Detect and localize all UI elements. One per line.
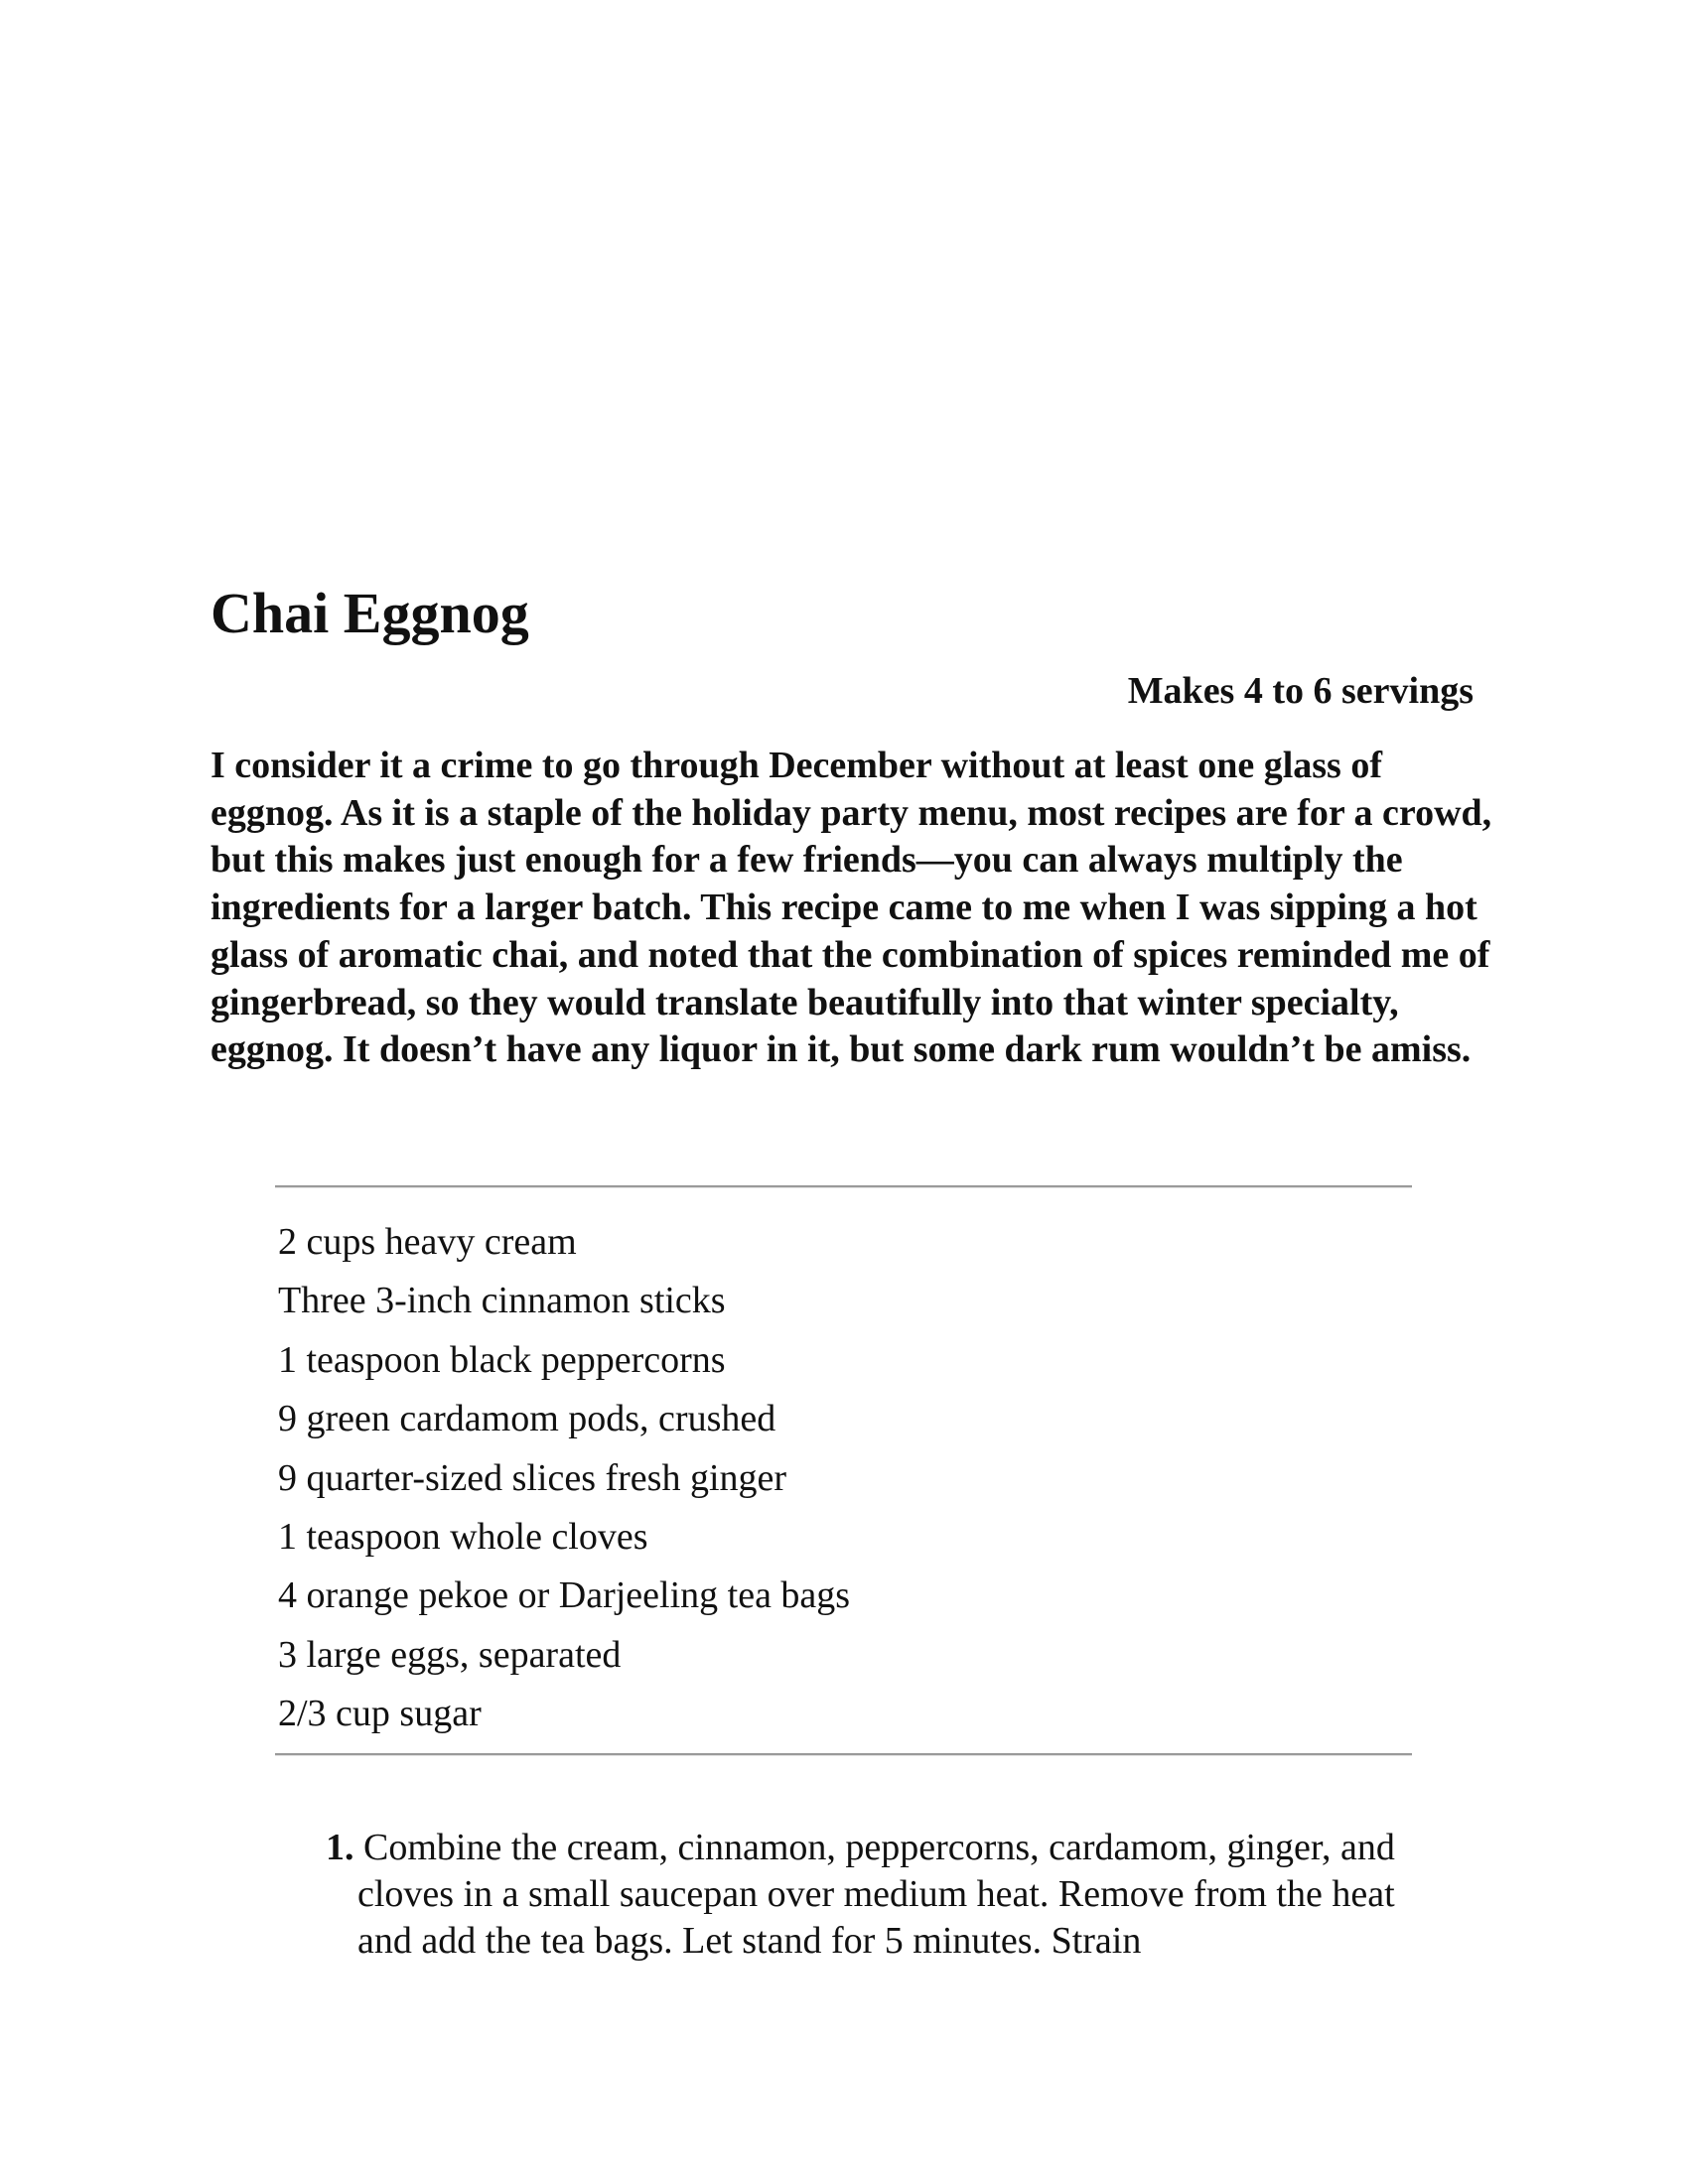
ingredients-top-divider: [275, 1185, 1412, 1188]
ingredient-item: 9 green cardamom pods, crushed: [278, 1398, 776, 1440]
method-step: [326, 1825, 1458, 1965]
ingredient-item: 2/3 cup sugar: [278, 1693, 482, 1735]
ingredient-item: 1 teaspoon whole cloves: [278, 1516, 648, 1559]
servings-yield: Makes 4 to 6 servings: [1127, 670, 1474, 712]
ingredient-item: 1 teaspoon black peppercorns: [278, 1338, 726, 1381]
step-number: 1.: [326, 1827, 354, 1868]
ingredient-item: 2 cups heavy cream: [278, 1221, 577, 1263]
ingredients-bottom-divider: [275, 1753, 1412, 1756]
step-text: Combine the cream, cinnamon, peppercorns, cardamom, ginger, and cloves in a small saucepan over medium heat. Remove from the heat and add the tea bags. Let stand for 5 minutes. Strain: [357, 1827, 1395, 1962]
method-steps: [326, 1825, 1458, 1965]
ingredient-item: 9 quarter-sized slices fresh ginger: [278, 1456, 787, 1499]
ingredient-list: [278, 1213, 850, 1744]
ingredient-item: 3 large eggs, separated: [278, 1633, 622, 1676]
ingredient-item: 4 orange pekoe or Darjeeling tea bags: [278, 1574, 851, 1617]
recipe-title: Chai Eggnog: [211, 581, 529, 645]
recipe-intro: I consider it a crime to go through December without at least one glass of eggnog. As it is a staple of the holiday party menu, most recipes are for a crowd, but this makes just enough for a few friends—you can always multiply the ingredients for a larger batch. This recipe came to me when I was sipping a hot glass of aromatic chai, and noted that the combination of spices reminded me of gingerbread, so they would translate beautifully into that winter specialty, eggnog. It doesn’t have any liquor in it, but some dark rum wouldn’t be amiss.: [211, 745, 1492, 1071]
ingredient-item: Three 3-inch cinnamon sticks: [278, 1280, 726, 1322]
